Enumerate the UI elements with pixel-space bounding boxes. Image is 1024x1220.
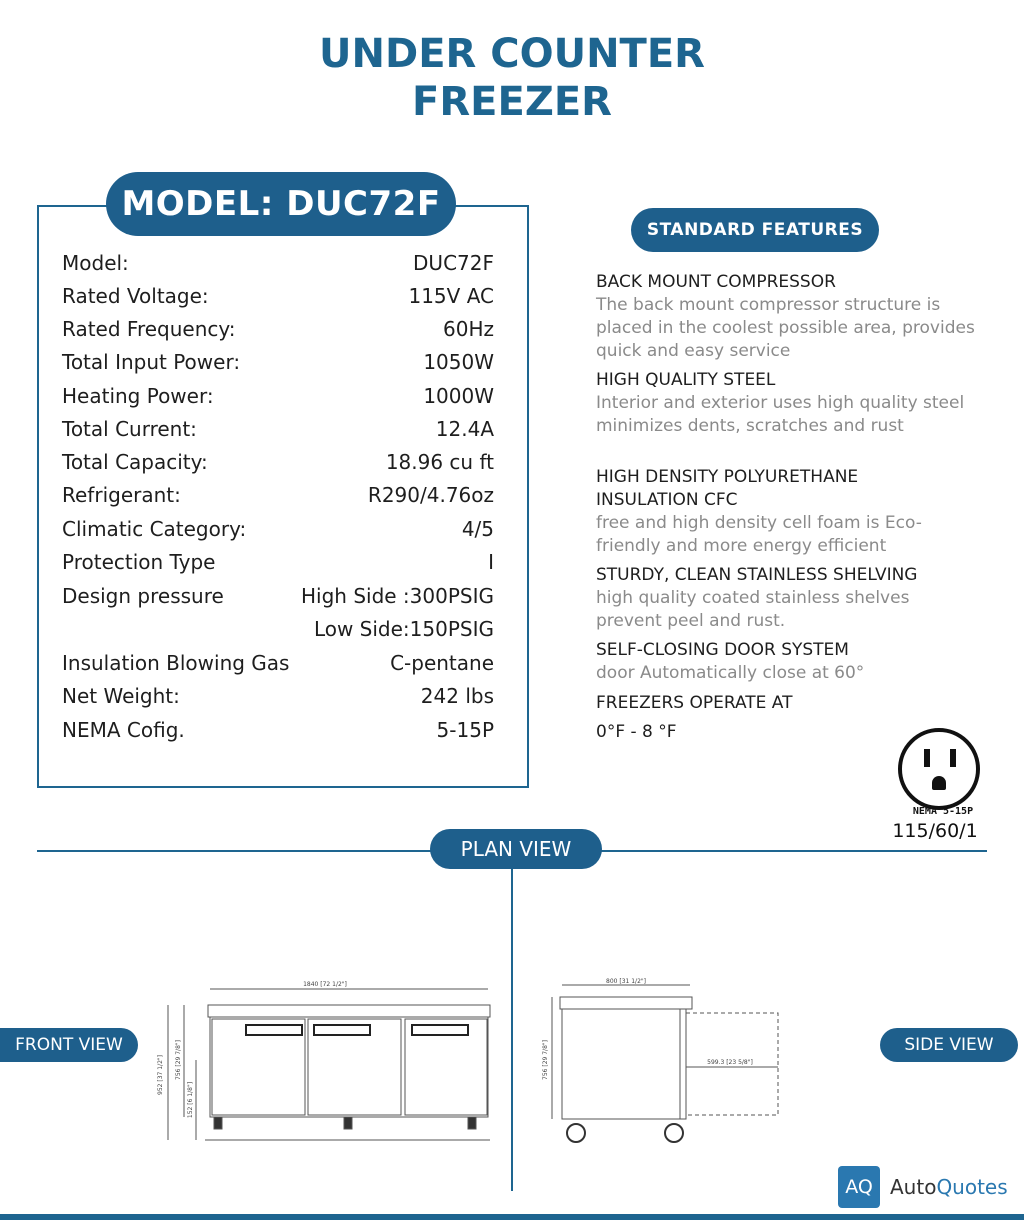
feature-item (596, 466, 926, 558)
feature-item (596, 639, 996, 685)
feature-desc: The back mount compressor structure is placed in the coolest possible area, provides quick and easy service (596, 295, 975, 361)
spec-value: 242 lbs (420, 684, 494, 708)
brand-name (890, 1175, 1008, 1199)
spec-row (62, 681, 498, 711)
spec-value: High Side :300PSIG (301, 584, 494, 608)
feature-desc: high quality coated stainless shelves prevent peel and rust. (596, 588, 910, 631)
spec-value: 4/5 (461, 517, 494, 541)
spec-row (62, 648, 498, 678)
features-badge: STANDARD FEATURES (631, 208, 879, 252)
spec-value: 12.4A (435, 417, 494, 441)
plug-slot (950, 749, 956, 767)
side-view-drawing (540, 975, 790, 1150)
spec-row (62, 514, 498, 544)
spec-value: 1050W (423, 350, 494, 374)
spec-row (62, 447, 498, 477)
dim-side-door: 599.3 [23 5/8"] (707, 1059, 753, 1066)
caster (468, 1117, 476, 1129)
feature-desc: free and high density cell foam is Eco-friendly and more energy efficient (596, 513, 922, 556)
dim-side-height: 756 [29 7/8"] (542, 1040, 549, 1080)
spec-row (62, 281, 498, 311)
spec-value: 115V AC (408, 284, 494, 308)
spec-value: 5-15P (436, 718, 494, 742)
spec-row (62, 314, 498, 344)
brand-logo (838, 1166, 1008, 1208)
spec-key: Net Weight: (62, 684, 180, 708)
cabinet-body (562, 1009, 680, 1119)
feature-heading: HIGH QUALITY STEEL (596, 370, 776, 390)
spec-value: R290/4.76oz (367, 483, 494, 507)
countertop (560, 997, 692, 1009)
feature-item (596, 369, 996, 438)
spec-key: Refrigerant: (62, 483, 181, 507)
spec-key: Insulation Blowing Gas (62, 651, 290, 675)
plug-rating: 115/60/1 (892, 820, 978, 842)
spec-key: Total Current: (62, 417, 197, 441)
door-handle (246, 1025, 302, 1035)
dim-front-width: 1840 [72 1/2"] (303, 981, 347, 988)
spec-row (62, 715, 498, 745)
feature-desc: door Automatically close at 60° (596, 663, 865, 683)
spec-key: Total Input Power: (62, 350, 241, 374)
dim-front-height: 952 [37 1/2"] (157, 1055, 164, 1095)
feature-heading: HIGH DENSITY POLYURETHANE INSULATION CFC (596, 467, 859, 510)
spec-key: Rated Voltage: (62, 284, 209, 308)
spec-key: Model: (62, 251, 129, 275)
spec-key: Heating Power: (62, 384, 214, 408)
spec-value: 1000W (423, 384, 494, 408)
view-divider (511, 851, 513, 1191)
feature-heading: SELF-CLOSING DOOR SYSTEM (596, 640, 849, 660)
caster-wheel (567, 1124, 585, 1142)
door-middle (308, 1019, 401, 1115)
bottom-bar (0, 1214, 1024, 1220)
side-view-badge: SIDE VIEW (880, 1028, 1018, 1062)
spec-key: Design pressure (62, 584, 224, 608)
feature-desc: Interior and exterior uses high quality steel minimizes dents, scratches and rust (596, 393, 965, 436)
spec-row (62, 581, 498, 611)
autoquotes-logo-icon: AQ (838, 1166, 880, 1208)
plug-slot (924, 749, 930, 767)
spec-value: Low Side:150PSIG (313, 617, 494, 641)
front-view-drawing (150, 975, 500, 1150)
feature-heading: FREEZERS OPERATE AT (596, 693, 793, 713)
spec-value: C-pentane (390, 651, 494, 675)
page-title (0, 30, 1024, 126)
spec-value: I (488, 550, 494, 574)
model-badge: MODEL: DUC72F (106, 172, 456, 236)
plan-view-badge: PLAN VIEW (430, 829, 602, 869)
dim-front-caster: 152 [6 1/8"] (187, 1081, 194, 1119)
spec-row (62, 381, 498, 411)
spec-row (62, 480, 498, 510)
nema-plug-icon (898, 728, 980, 810)
plug-ground (932, 776, 946, 790)
spec-row (62, 347, 498, 377)
door-left (212, 1019, 305, 1115)
spec-row (62, 248, 498, 278)
caster (344, 1117, 352, 1129)
dim-side-depth: 800 [31 1/2"] (606, 978, 646, 985)
feature-item (596, 564, 976, 633)
door-edge (680, 1009, 686, 1119)
spec-key: Total Capacity: (62, 450, 208, 474)
dim-front-inner: 756 [29 7/8"] (175, 1040, 182, 1080)
spec-key: Protection Type (62, 550, 216, 574)
door-handle (314, 1025, 370, 1035)
spec-key: NEMA Cofig. (62, 718, 185, 742)
spec-value: 60Hz (443, 317, 494, 341)
front-view-badge: FRONT VIEW (0, 1028, 138, 1062)
spec-row (62, 414, 498, 444)
feature-heading: BACK MOUNT COMPRESSOR (596, 272, 836, 292)
cabinet-body (210, 1017, 488, 1117)
countertop (208, 1005, 490, 1017)
feature-item (596, 692, 996, 715)
spec-row (62, 547, 498, 577)
feature-heading: 0°F - 8 °F (596, 722, 677, 742)
brand-name-part: Quotes (936, 1175, 1008, 1199)
spec-key: Rated Frequency: (62, 317, 236, 341)
plug-label: NEMA 5-15P (912, 806, 974, 817)
feature-item (596, 271, 996, 363)
spec-value: DUC72F (413, 251, 494, 275)
feature-heading: STURDY, CLEAN STAINLESS SHELVING (596, 565, 918, 585)
door-right (405, 1019, 487, 1115)
spec-row (62, 614, 498, 644)
caster (214, 1117, 222, 1129)
spec-value: 18.96 cu ft (385, 450, 494, 474)
title-line-2: FREEZER (412, 79, 612, 125)
title-line-1: UNDER COUNTER (319, 31, 705, 77)
door-handle (412, 1025, 468, 1035)
spec-key: Climatic Category: (62, 517, 247, 541)
brand-name-part: Auto (890, 1175, 937, 1199)
caster-wheel (665, 1124, 683, 1142)
